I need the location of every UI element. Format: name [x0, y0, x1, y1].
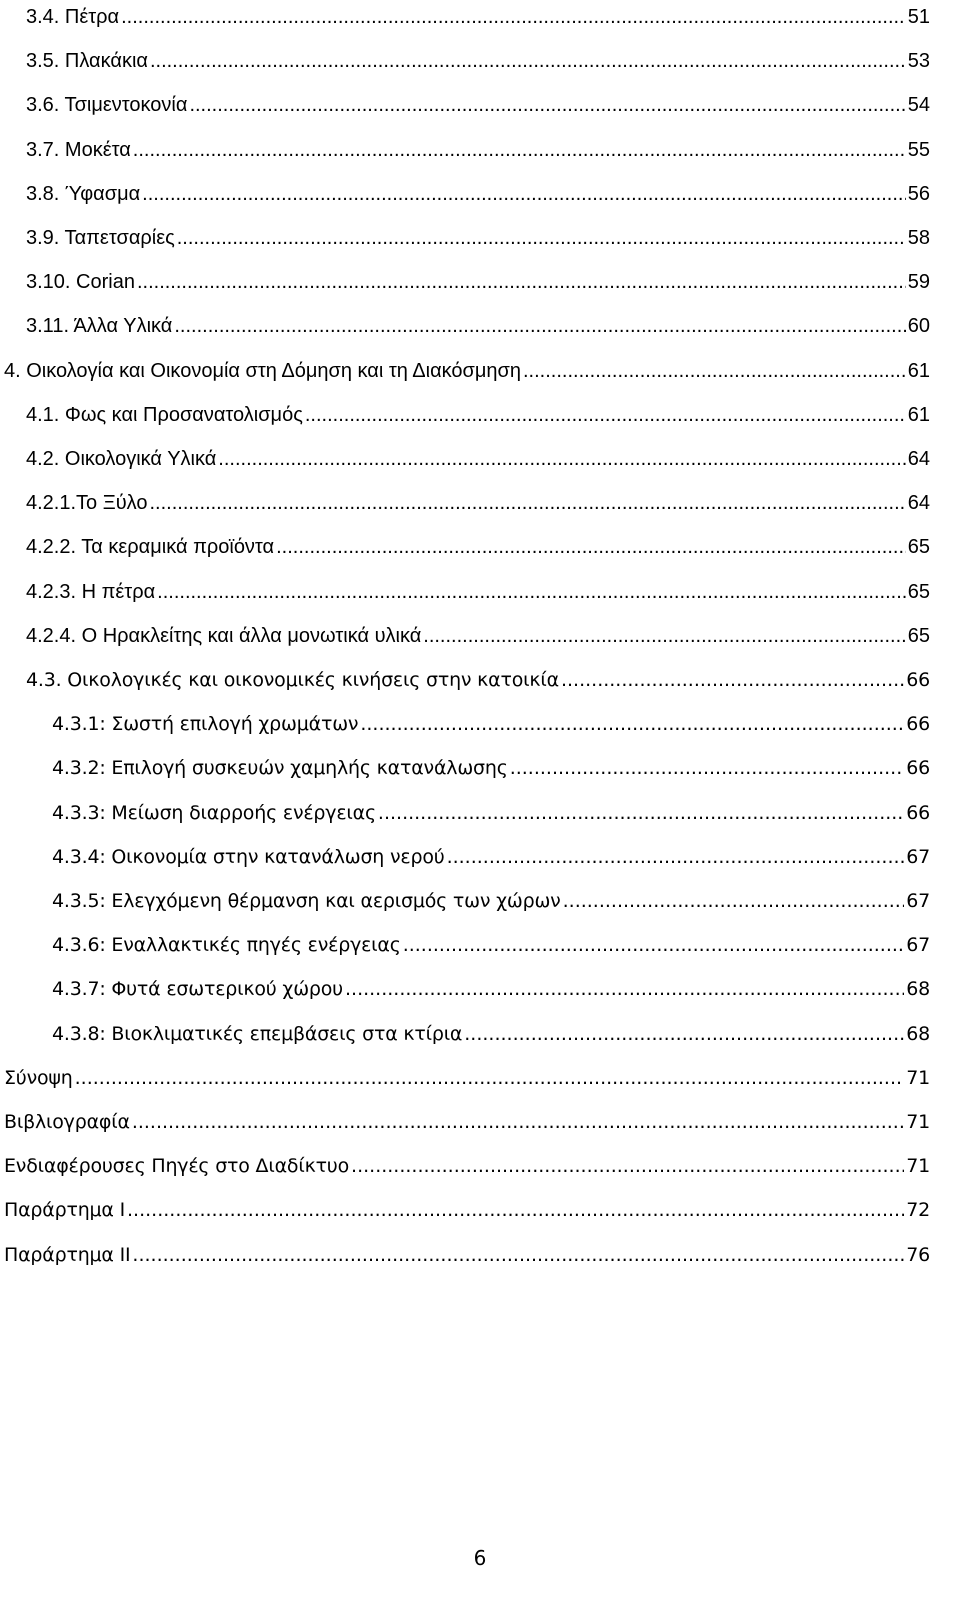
toc-entry-title: 4.3.7: Φυτά εσωτερικού χώρου	[52, 978, 343, 1001]
toc-entry-page: 76	[906, 1243, 930, 1266]
toc-entry-page: 64	[907, 492, 930, 515]
toc-entry[interactable]	[0, 565, 960, 605]
toc-entry[interactable]	[0, 432, 960, 472]
toc-entry-title: Ενδιαφέρουσες Πηγές στο Διαδίκτυο	[4, 1155, 350, 1178]
toc-entry[interactable]	[0, 830, 960, 870]
dot-leader	[177, 225, 906, 251]
toc-entry-page: 67	[906, 890, 930, 912]
toc-entry[interactable]	[0, 874, 960, 914]
toc-entry[interactable]	[0, 1228, 960, 1268]
toc-entry-page: 68	[906, 978, 930, 1001]
dot-leader	[378, 800, 904, 826]
toc-entry[interactable]	[0, 211, 960, 251]
dot-leader	[561, 667, 904, 693]
toc-entry-page: 66	[906, 713, 930, 736]
toc-entry-page: 66	[906, 801, 930, 824]
toc-entry-title: 3.11. Άλλα Υλικά	[26, 315, 173, 338]
toc-entry[interactable]	[0, 255, 960, 295]
toc-entry-title: 4.3.6: Εναλλακτικές πηγές ενέργειας	[52, 934, 401, 957]
toc-entry[interactable]	[0, 520, 960, 560]
toc-entry[interactable]	[0, 962, 960, 1002]
dot-leader	[132, 1242, 904, 1268]
dot-leader	[174, 313, 905, 339]
dot-leader	[142, 181, 906, 207]
toc-entry-page: 58	[907, 227, 930, 249]
toc-entry-title: 4.2. Οικολογικά Υλικά	[26, 448, 217, 470]
dot-leader	[276, 534, 906, 560]
dot-leader	[137, 269, 906, 295]
toc-entry[interactable]	[0, 167, 960, 207]
toc-entry-title: 3.10. Corian	[26, 271, 135, 294]
toc-entry-title: 4.3.1: Σωστή επιλογή χρωμάτων	[52, 713, 359, 736]
toc-entry[interactable]	[0, 653, 960, 693]
toc-entry-page: 61	[907, 403, 930, 426]
toc-entry[interactable]	[0, 1095, 960, 1135]
dot-leader	[189, 92, 905, 118]
page-number: 6	[473, 1546, 487, 1570]
toc-entry-page: 65	[907, 624, 930, 647]
toc-entry-title: 4.3.8: Βιοκλιματικές επεμβάσεις στα κτίρια	[52, 1022, 463, 1045]
toc-entry-title: 3.9. Ταπετσαρίες	[26, 227, 175, 249]
toc-entry-page: 51	[907, 6, 930, 28]
toc-entry-title: 3.7. Μοκέτα	[26, 138, 131, 161]
toc-entry[interactable]	[0, 918, 960, 958]
dot-leader	[345, 976, 904, 1002]
toc-entry-title: 4.3. Οικολογικές και οικονομικές κινήσεις στην κατοικία	[26, 669, 559, 691]
toc-entry-title: 4. Οικολογία και Οικονομία στη Δόμηση και τη Διακόσμηση	[4, 359, 521, 382]
toc-entry[interactable]	[0, 476, 960, 516]
toc-entry-title: 4.1. Φως και Προσανατολισμός	[26, 403, 303, 426]
toc-entry-page: 65	[907, 580, 930, 603]
toc-entry-page: 56	[907, 182, 930, 205]
toc-entry-page: 67	[906, 845, 930, 868]
toc-entry[interactable]	[0, 78, 960, 118]
toc-entry[interactable]	[0, 299, 960, 339]
toc-entry-title: 4.3.3: Μείωση διαρροής ενέργειας	[52, 801, 376, 824]
dot-leader	[423, 623, 905, 649]
toc-entry[interactable]	[0, 609, 960, 649]
toc-entry[interactable]	[0, 0, 960, 30]
toc-entry[interactable]	[0, 1139, 960, 1179]
toc-entry-title: 4.2.1.Το Ξύλο	[26, 492, 148, 515]
toc-entry-page: 54	[907, 94, 930, 117]
toc-entry-page: 72	[906, 1199, 930, 1222]
dot-leader	[563, 888, 905, 914]
toc-entry-page: 59	[907, 271, 930, 294]
dot-leader	[510, 755, 905, 781]
toc-entry-title: Σύνοψη	[4, 1066, 73, 1089]
toc-entry-title: 3.8. Ύφασμα	[26, 182, 141, 205]
toc-entry[interactable]	[0, 1183, 960, 1223]
toc-entry-page: 55	[907, 138, 930, 161]
dot-leader	[150, 490, 906, 516]
dot-leader	[133, 137, 906, 163]
toc-entry-page: 60	[907, 315, 930, 338]
dot-leader	[351, 1153, 904, 1179]
toc-entry-title: 4.3.5: Ελεγχόμενη θέρμανση και αερισμός των χώρων	[52, 890, 561, 912]
dot-leader	[157, 579, 906, 605]
dot-leader	[523, 358, 906, 384]
toc-entry[interactable]	[0, 123, 960, 163]
dot-leader	[464, 1021, 904, 1047]
toc-entry-page: 67	[906, 934, 930, 957]
dot-leader	[305, 402, 906, 428]
toc-entry[interactable]	[0, 34, 960, 74]
toc-entry-title: Παράρτημα II	[4, 1243, 131, 1266]
dot-leader	[127, 1197, 904, 1223]
toc-entry-title: Παράρτημα I	[4, 1199, 125, 1222]
dot-leader	[447, 844, 905, 870]
toc-entry[interactable]	[0, 1007, 960, 1047]
toc-entry[interactable]	[0, 344, 960, 384]
toc-entry-page: 71	[906, 1066, 930, 1089]
toc-entry-title: Βιβλιογραφία	[4, 1111, 130, 1133]
dot-leader	[218, 446, 905, 472]
toc-entry-page: 64	[907, 448, 930, 470]
dot-leader	[403, 932, 905, 958]
dot-leader	[121, 4, 906, 30]
toc-entry-title: 4.3.2: Επιλογή συσκευών χαμηλής κατανάλωσης	[52, 757, 508, 780]
toc-entry-title: 4.2.3. Η πέτρα	[26, 580, 156, 603]
toc-entry-title: 3.6. Τσιμεντοκονία	[26, 94, 188, 117]
dot-leader	[75, 1065, 905, 1091]
toc-entry-title: 4.2.4. Ο Ηρακλείτης και άλλα μονωτικά υλικά	[26, 624, 422, 647]
dot-leader	[132, 1109, 904, 1135]
toc-entry-title: 4.3.4: Οικονομία στην κατανάλωση νερού	[52, 845, 445, 868]
toc-entry-page: 71	[906, 1155, 930, 1178]
toc-entry-page: 53	[907, 50, 930, 73]
toc-entry-title: 4.2.2. Τα κεραμικά προϊόντα	[26, 536, 275, 559]
toc-entry-page: 71	[906, 1111, 930, 1133]
toc-entry-page: 65	[907, 536, 930, 559]
toc-entry[interactable]	[0, 741, 960, 781]
dot-leader	[360, 711, 904, 737]
toc-entry-page: 68	[906, 1022, 930, 1045]
toc-entry-title: 3.5. Πλακάκια	[26, 50, 148, 73]
toc-entry-title: 3.4. Πέτρα	[26, 6, 120, 28]
toc-entry-page: 66	[906, 669, 930, 691]
toc-entry-page: 61	[907, 359, 930, 382]
dot-leader	[150, 48, 906, 74]
toc-entry[interactable]	[0, 786, 960, 826]
toc-entry-page: 66	[906, 757, 930, 780]
toc-entry[interactable]	[0, 697, 960, 737]
toc-entry[interactable]	[0, 1051, 960, 1091]
toc-entry[interactable]	[0, 388, 960, 428]
